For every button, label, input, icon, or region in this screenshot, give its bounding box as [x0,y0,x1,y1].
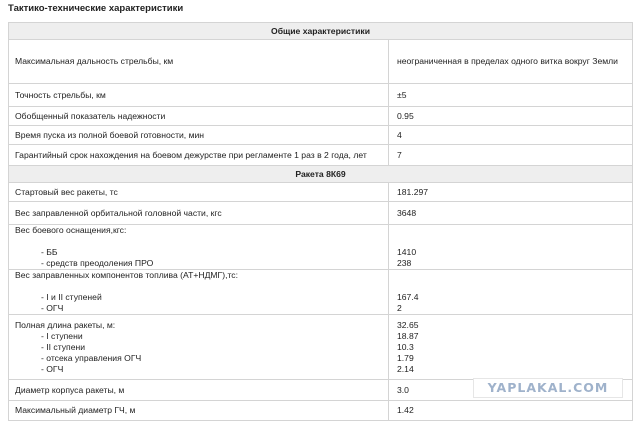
row-value: 3.0 [389,380,633,401]
sub-label: - ОГЧ [41,303,64,313]
sub-label: - отсека управления ОГЧ [41,352,142,363]
sub-value: 2 [397,303,402,313]
sub-value: 167.4 [397,292,419,302]
table-row-equipment [9,225,633,270]
page-title: Тактико-технические характеристики [8,3,184,14]
sub-label: - I и II ступеней [41,292,102,302]
section-header-rocket [9,166,633,183]
table-row [9,145,633,166]
table-row [9,401,633,421]
table-row [9,107,633,126]
table-row [9,183,633,202]
table-row-length [9,315,633,380]
row-value: 7 [389,145,633,166]
row-label: Обобщенный показатель надежности [9,107,389,126]
row-label: Максимальная дальность стрельбы, км [9,40,389,84]
row-label: Полная длина ракеты, м: [15,319,116,330]
row-value: неограниченная в пределах одного витка вокруг Земли [389,40,633,84]
row-value: 32.65 [397,319,419,330]
sub-value: 1410 [397,247,417,257]
sub-label: - средств преодоления ПРО [41,258,154,268]
row-value: ±5 [389,84,633,107]
section-heading: Общие характеристики [9,23,633,40]
table-row-fuel [9,270,633,315]
row-value: 3648 [389,202,633,225]
sub-value: 2.14 [397,363,414,374]
sub-label: - II ступени [41,341,86,352]
spec-table [8,22,633,421]
section-heading: Ракета 8К69 [9,166,633,183]
row-value: 181.297 [389,183,633,202]
row-label: Диаметр корпуса ракеты, м [9,380,389,401]
table-row [9,202,633,225]
sub-label: - ББ [41,247,58,257]
sub-value: 10.3 [397,341,414,352]
row-value: 4 [389,126,633,145]
row-label: Гарантийный срок нахождения на боевом дежурстве при регламенте 1 раз в 2 года, лет [9,145,389,166]
row-label: Стартовый вес ракеты, тс [9,183,389,202]
table-row [9,84,633,107]
row-label: Время пуска из полной боевой готовности, мин [9,126,389,145]
section-header-general [9,23,633,40]
row-label: Вес заправленных компонентов топлива (АТ+НДМГ),тс: [15,270,238,280]
row-label: Максимальный диаметр ГЧ, м [9,401,389,421]
row-label: Вес заправленной орбитальной головной части, кгс [9,202,389,225]
row-label: Точность стрельбы, км [9,84,389,107]
row-value: 0.95 [389,107,633,126]
sub-value: 238 [397,258,412,268]
sub-label: - I ступени [41,330,83,341]
row-value: 1.42 [389,401,633,421]
row-label: Вес боевого оснащения,кгс: [15,225,127,235]
watermark-logo: YAPLAKAL.COM [473,378,623,398]
table-row [9,126,633,145]
table-row [9,40,633,84]
sub-value: 1.79 [397,352,414,363]
sub-label: - ОГЧ [41,363,64,374]
sub-value: 18.87 [397,330,419,341]
